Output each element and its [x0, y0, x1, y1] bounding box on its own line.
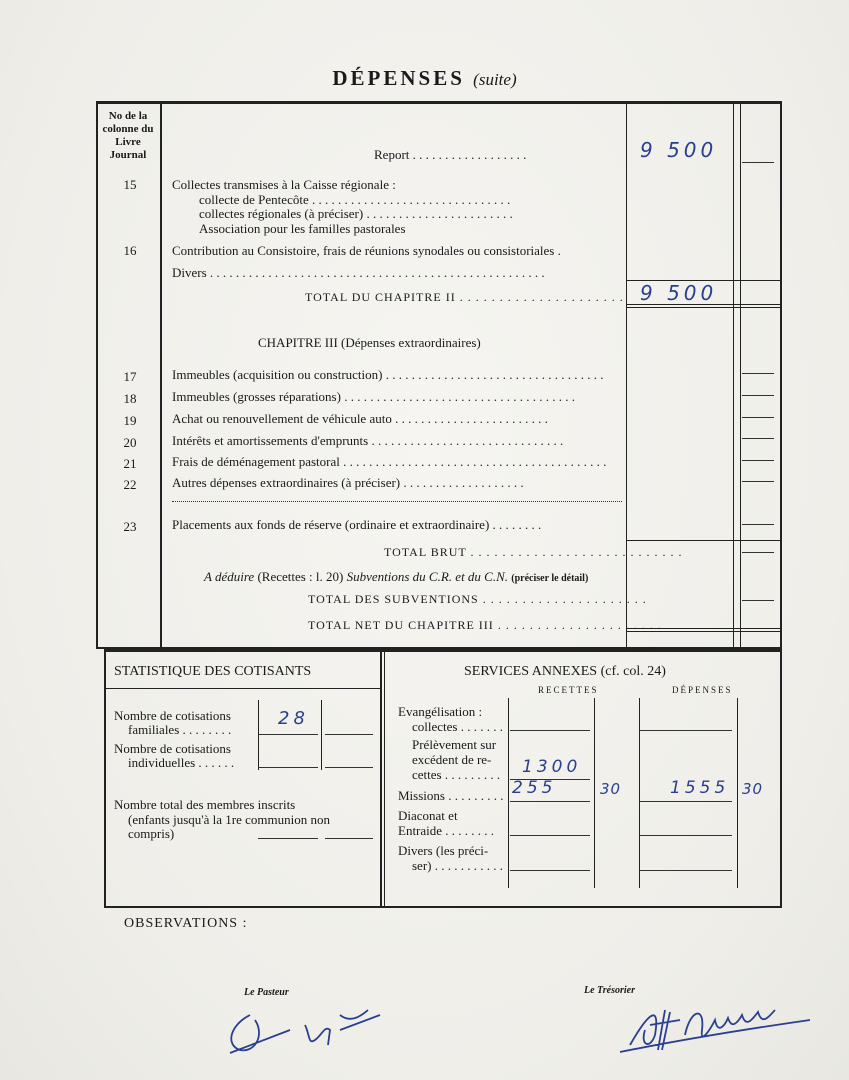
annexes-col-rule-2: [594, 698, 595, 888]
annexes-heading-ref: (cf. col. 24): [600, 664, 666, 679]
total-chapitre-2-value: 9 500: [640, 281, 718, 305]
row-number-20: 20: [123, 435, 137, 450]
missions-line-2: [640, 801, 732, 802]
cents-line: [742, 600, 774, 601]
individuelles-line-2: [325, 767, 373, 768]
missions-line: [510, 801, 590, 802]
total-subventions-text: TOTAL DES SUBVENTIONS: [308, 592, 479, 606]
table-top-rule: [96, 101, 782, 104]
vehicule-auto: Achat ou renouvellement de véhicule auto . . . . . . . . . . . . . . . . . . . . . . . .: [172, 411, 548, 426]
autres-depenses-text: Autres dépenses extraordinaires (à préciser): [172, 475, 401, 490]
missions-depenses-cents: 30: [742, 780, 764, 798]
membres-label-2: (enfants jusqu'à la 1re communion non: [128, 812, 330, 827]
evang-label-2: collectes . . . . . . .: [412, 719, 503, 734]
observations-label: OBSERVATIONS :: [124, 916, 248, 931]
placements-reserve: Placements aux fonds de réserve (ordinaire et extraordinaire) . . . . . . . .: [172, 517, 542, 532]
column-header: No de la colonne du Livre Journal: [102, 110, 154, 161]
row-number-19: 19: [123, 413, 137, 428]
annexes-heading-text: SERVICES ANNEXES: [464, 664, 598, 679]
interets-emprunts-text: Intérêts et amortissements d'emprunts: [172, 433, 369, 448]
autres-detail-line: [172, 501, 622, 502]
contribution-text: Contribution au Consistoire, frais de réunions synodales ou consistoriales: [172, 243, 555, 258]
missions-depenses: 1555: [670, 778, 730, 798]
cents-line: [742, 460, 774, 461]
individuelles-label-1: Nombre de cotisations: [114, 741, 231, 756]
total-rule-2: [626, 307, 782, 308]
prelev-label-3: cettes . . . . . . . . .: [412, 767, 501, 782]
membres-line: [258, 838, 318, 839]
pentecote-text: collecte de Pentecôte: [199, 192, 309, 207]
amount-column-rule-1: [626, 101, 627, 649]
cents-line: [742, 438, 774, 439]
membres-line-2: [325, 838, 373, 839]
cents-line: [742, 481, 774, 482]
stats-col-rule-2: [321, 700, 322, 770]
tresorier-signature-icon: [610, 990, 820, 1070]
total-brut-text: TOTAL BRUT: [384, 545, 467, 559]
a-deduire-subventions: Subventions du C.R. et du C.N.: [346, 569, 509, 584]
diaconat-label-2: Entraide . . . . . . . .: [398, 823, 495, 838]
demenagement: Frais de déménagement pastoral . . . . . . . . . . . . . . . . . . . . . . . . . . . . . . . . . . . . . . . . .: [172, 454, 607, 469]
report-label-text: Report: [374, 147, 410, 162]
col-depenses: DÉPENSES: [672, 685, 733, 695]
page-title: [0, 66, 849, 91]
association-label: Association pour les familles pastorales: [199, 221, 406, 236]
net-rule-2: [626, 631, 782, 632]
lower-divider-2: [384, 652, 385, 908]
pentecote-label: collecte de Pentecôte . . . . . . . . . . . . . . . . . . . . . . . . . . . . . . .: [199, 192, 511, 207]
row-number-22: 22: [123, 477, 137, 492]
prelev-label-1: Prélèvement sur: [412, 737, 497, 752]
lower-divider: [380, 652, 382, 908]
diaconat-text: Entraide: [398, 823, 443, 838]
stats-heading-rule: [104, 688, 380, 689]
total-brut-label: TOTAL BRUT . . . . . . . . . . . . . . . . . . . . . . . . . . .: [384, 545, 683, 559]
cents-line: [742, 524, 774, 525]
amount-column-rule-3: [740, 101, 741, 649]
cents-line: [742, 395, 774, 396]
annexes-col-rule-3: [639, 698, 640, 888]
row-number-17: 17: [123, 369, 137, 384]
tresorier-label: Le Trésorier: [584, 985, 636, 996]
a-deduire-text: A déduire: [204, 569, 255, 584]
missions-text: Missions: [398, 788, 445, 803]
autres-depenses: Autres dépenses extraordinaires (à préciser) . . . . . . . . . . . . . . . . . . .: [172, 475, 524, 490]
amount-column-rule-2: [733, 101, 734, 649]
total-rule-1: [626, 304, 782, 305]
diaconat-line: [510, 835, 590, 836]
total-chapitre-2-text: TOTAL DU CHAPITRE II: [305, 290, 456, 304]
placements-reserve-text: Placements aux fonds de réserve (ordinaire et extraordinaire): [172, 517, 490, 532]
stats-heading: STATISTIQUE DES COTISANTS: [114, 664, 312, 679]
row-number-16: 16: [123, 243, 137, 258]
divers-annexe-line-2: [640, 870, 732, 871]
annexes-col-rule: [508, 698, 509, 888]
cents-line: [742, 552, 774, 553]
missions-label: Missions . . . . . . . . .: [398, 788, 504, 803]
demenagement-text: Frais de déménagement pastoral: [172, 454, 340, 469]
row-number-18: 18: [123, 391, 137, 406]
prelev-label-2: excédent de re-: [412, 752, 492, 767]
immeubles-acquisition-text: Immeubles (acquisition ou construction): [172, 367, 383, 382]
familiales-label-1: Nombre de cotisations: [114, 708, 231, 723]
cents-line: [742, 373, 774, 374]
collectes-label: Collectes transmises à la Caisse régionale :: [172, 177, 396, 192]
immeubles-reparations: Immeubles (grosses réparations) . . . . . . . . . . . . . . . . . . . . . . . . . . . . . . . . . . . .: [172, 389, 575, 404]
evang-line-2: [640, 730, 732, 731]
pasteur-label: Le Pasteur: [244, 987, 289, 998]
evang-text: collectes: [412, 719, 458, 734]
missions-recettes: 255: [512, 778, 557, 798]
row-number-21: 21: [123, 456, 137, 471]
divers-label: Divers . . . . . . . . . . . . . . . . . . . . . . . . . . . . . . . . . . . . . . . . . . . . . . . . . . . .: [172, 265, 545, 280]
row-number-23: 23: [123, 519, 137, 534]
interets-emprunts: Intérêts et amortissements d'emprunts . . . . . . . . . . . . . . . . . . . . . . . . . . . . . .: [172, 433, 564, 448]
contribution-label: Contribution au Consistoire, frais de réunions synodales ou consistoriales .: [172, 243, 561, 258]
report-value: 9 500: [640, 138, 718, 162]
familiales-label-2: familiales . . . . . . . .: [128, 722, 232, 737]
a-deduire-detail: (préciser le détail): [511, 573, 589, 584]
individuelles-label-2: individuelles . . . . . .: [128, 755, 235, 770]
missions-recettes-cents: 30: [600, 780, 622, 798]
familiales-value: 28: [278, 708, 309, 729]
total-net-text: TOTAL NET DU CHAPITRE III: [308, 618, 494, 632]
title-suffix: (suite): [473, 70, 517, 89]
divers-annexe-line: [510, 870, 590, 871]
title-text: DÉPENSES: [332, 66, 465, 90]
divers-annexe-label-1: Divers (les préci-: [398, 843, 489, 858]
divers-text: Divers: [172, 265, 207, 280]
individuelles-text: individuelles: [128, 755, 196, 770]
immeubles-acquisition: Immeubles (acquisition ou construction) . . . . . . . . . . . . . . . . . . . . . . . . . . . . . . . . . .: [172, 367, 604, 382]
stats-col-rule: [258, 700, 259, 770]
vehicule-auto-text: Achat ou renouvellement de véhicule auto: [172, 411, 392, 426]
evang-line: [510, 730, 590, 731]
divers-annexe-label-2: ser) . . . . . . . . . . .: [412, 858, 503, 873]
number-column-rule: [160, 101, 162, 649]
regionales-text: collectes régionales (à préciser): [199, 206, 364, 221]
familiales-text: familiales: [128, 722, 180, 737]
total-net-label: TOTAL NET DU CHAPITRE III . . . . . . . . . . . . . . . . . . . . .: [308, 618, 662, 632]
annexes-heading: [464, 664, 666, 680]
annexes-col-rule-4: [737, 698, 738, 888]
col-recettes: RECETTES: [538, 685, 599, 695]
membres-label-1: Nombre total des membres inscrits: [114, 797, 296, 812]
report-cents-line: [742, 162, 774, 163]
net-rule-1: [626, 628, 782, 629]
diaconat-line-2: [640, 835, 732, 836]
familiales-line: [258, 734, 318, 735]
immeubles-reparations-text: Immeubles (grosses réparations): [172, 389, 341, 404]
evang-label-1: Evangélisation :: [398, 704, 483, 719]
row-number-15: 15: [123, 177, 137, 192]
total-subventions-label: TOTAL DES SUBVENTIONS . . . . . . . . . . . . . . . . . . . . .: [308, 592, 647, 606]
cents-line: [742, 417, 774, 418]
prelev-text: cettes: [412, 767, 442, 782]
chapitre-3-heading: CHAPITRE III (Dépenses extraordinaires): [258, 335, 481, 350]
report-label: Report . . . . . . . . . . . . . . . . . .: [374, 147, 527, 162]
membres-label-3: compris): [128, 826, 175, 841]
prelev-value: 1300: [522, 757, 582, 777]
diaconat-label-1: Diaconat et: [398, 808, 458, 823]
a-deduire-recettes: (Recettes : l. 20): [257, 569, 344, 584]
total-chapitre-2-label: TOTAL DU CHAPITRE II . . . . . . . . . . . . . . . . . . . . .: [305, 290, 624, 304]
pasteur-signature-icon: [210, 995, 410, 1065]
familiales-line-2: [325, 734, 373, 735]
divers-annexe-text: ser): [412, 858, 432, 873]
a-deduire-line: [204, 569, 588, 585]
individuelles-line: [258, 767, 318, 768]
regionales-label: collectes régionales (à préciser) . . . . . . . . . . . . . . . . . . . . . . .: [199, 206, 513, 221]
brut-rule: [626, 540, 782, 541]
